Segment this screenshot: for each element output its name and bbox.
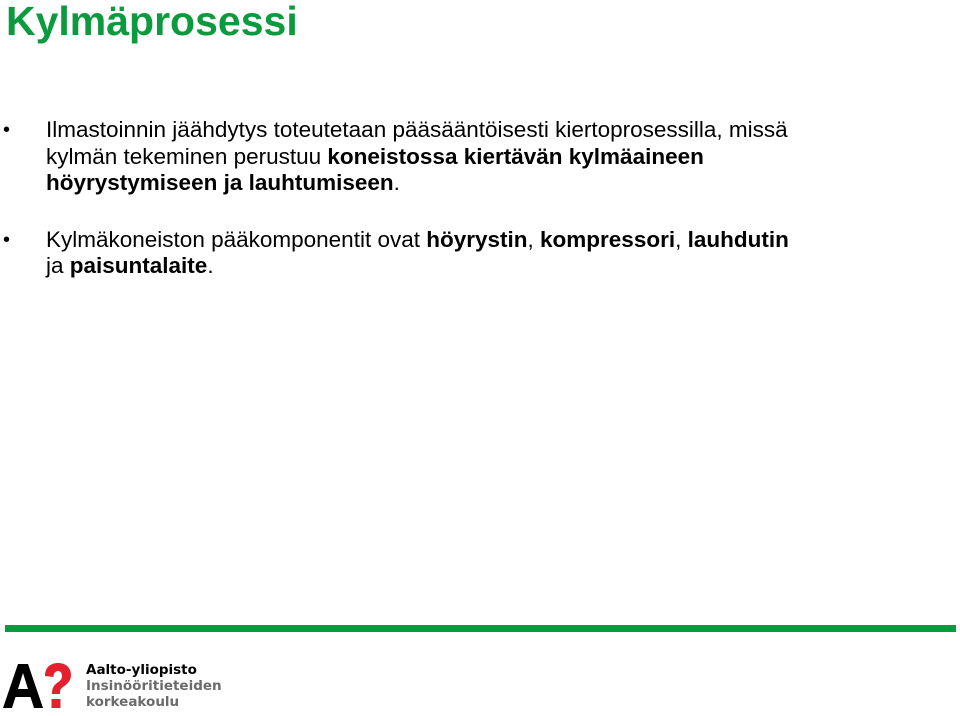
bullet-bold-text: paisuntalaite: [69, 253, 208, 278]
bullet-text: Kylmäkoneiston pääkomponentit ovat: [46, 226, 427, 252]
bullet-icon: •: [3, 228, 11, 251]
aalto-logo-mark-icon: [3, 662, 73, 708]
bullet-text-line: [46, 253, 952, 280]
footer-divider: [5, 625, 956, 632]
aalto-logo: [3, 662, 222, 710]
bullet-text: ,: [675, 226, 688, 252]
bullet-text: Ilmastoinnin jäähdytys toteutetaan pääsääntöisesti kiertoprosessilla, missä: [46, 117, 788, 142]
bullet-item: [0, 227, 960, 280]
bullet-bold-text: lauhdutin: [687, 226, 789, 252]
bullet-bold-text: koneistossa kiertävän kylmäaineen: [327, 143, 704, 169]
bullet-text-line: [46, 227, 952, 254]
bullet-bold-text: höyrystymiseen ja lauhtumiseen: [46, 170, 394, 195]
bullet-icon: •: [3, 119, 11, 141]
logo-line-university: Aalto-yliopisto: [86, 662, 197, 678]
bullet-item: [0, 117, 960, 197]
logo-line-school: Insinööritieteiden: [86, 678, 222, 694]
bullet-text: kylmän tekeminen perustuu: [46, 143, 328, 169]
aalto-logo-text: [86, 662, 222, 710]
bullet-text: .: [393, 170, 400, 195]
bullet-text-line: [46, 117, 952, 144]
bullet-text: ,: [527, 226, 541, 252]
bullet-list: [0, 117, 960, 280]
bullet-text: .: [207, 253, 214, 278]
bullet-bold-text: höyrystin: [426, 226, 528, 252]
bullet-bold-text: kompressori: [540, 226, 676, 252]
logo-line-school-2: korkeakoulu: [86, 694, 180, 710]
bullet-text: ja: [46, 253, 70, 278]
bullet-text-line: [46, 144, 952, 171]
slide-title: Kylmäprosessi: [6, 0, 298, 44]
bullet-text-line: [46, 170, 952, 197]
